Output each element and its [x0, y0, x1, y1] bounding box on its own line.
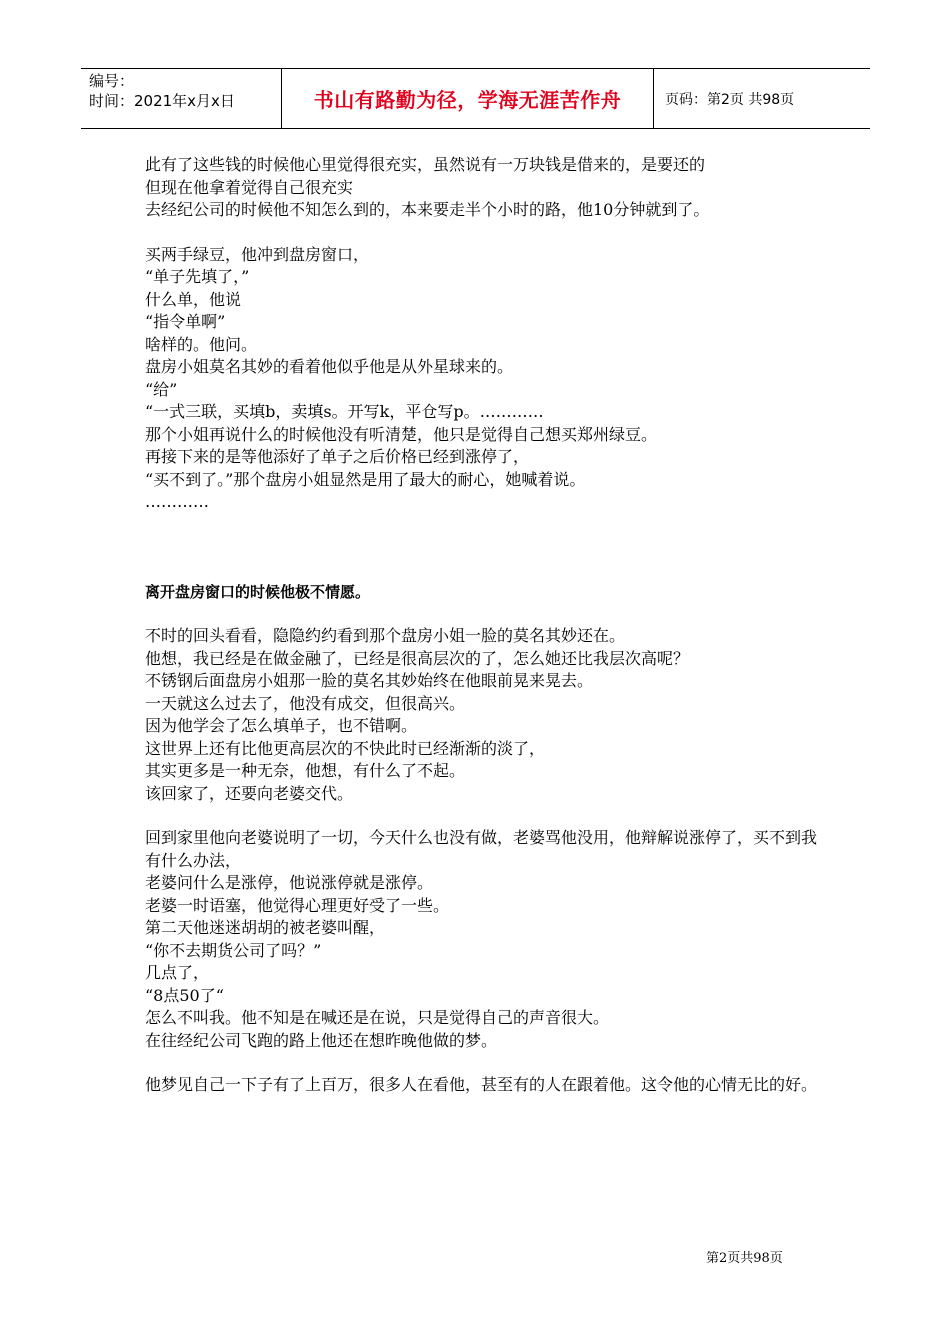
body-line: 去经纪公司的时候他不知怎么到的，本来要走半个小时的路，他10分钟就到了。	[145, 200, 710, 219]
body-line: 买两手绿豆，他冲到盘房窗口，	[145, 244, 370, 264]
body-line: 其实更多是一种无奈，他想，有什么了不起。	[145, 761, 466, 780]
body-line: 在往经纪公司飞跑的路上他还在想昨晚他做的梦。	[145, 1030, 498, 1050]
body-line: …………	[145, 492, 209, 511]
body-line: “你不去期货公司了吗？”	[145, 940, 322, 960]
page-header	[81, 68, 870, 129]
body-line: 啥样的。他问。	[145, 334, 258, 354]
body-line: “一式三联，买填b，卖填s。开写k，平仓写p。…………	[145, 402, 544, 421]
body-line: 盘房小姐莫名其妙的看着他似乎他是从外星球来的。	[145, 357, 514, 376]
body-line: “单子先填了，”	[145, 267, 250, 286]
body-line: “给”	[145, 379, 178, 399]
body-line: 不锈钢后面盘房小姐那一脸的莫名其妙始终在他眼前晃来晃去。	[145, 671, 594, 690]
body-line: 此有了这些钱的时候他心里觉得很充实，虽然说有一万块钱是借来的，是要还的	[145, 155, 706, 174]
body-paragraph: 回到家里他向老婆说明了一切，今天什么也没有做，老婆骂他没用，他辩解说涨停了，买不到我有什么办法，	[145, 828, 818, 870]
paragraph-gap	[145, 603, 825, 625]
body-line: “买不到了。”那个盘房小姐显然是用了最大的耐心，她喊着说。	[145, 469, 586, 489]
section-gap	[145, 514, 825, 581]
body-line: 什么单，他说	[145, 289, 242, 309]
paragraph-gap	[145, 1052, 825, 1074]
body-line: 老婆问什么是涨停，他说涨停就是涨停。	[145, 873, 434, 892]
section-heading: 离开盘房窗口的时候他极不情愿。	[145, 582, 371, 601]
body-line: 不时的回头看看，隐隐约约看到那个盘房小姐一脸的莫名其妙还在。	[145, 626, 626, 645]
body-line: 因为他学会了怎么填单子，也不错啊。	[145, 716, 418, 735]
body-line: 那个小姐再说什么的时候他没有听清楚，他只是觉得自己想买郑州绿豆。	[145, 424, 658, 444]
body-line: 他想，我已经是在做金融了，已经是很高层次的了，怎么她还比我层次高呢？	[145, 648, 690, 668]
body-line: 这世界上还有比他更高层次的不快此时已经渐渐的淡了，	[145, 738, 546, 758]
body-line: 怎么不叫我。他不知是在喊还是在说，只是觉得自己的声音很大。	[145, 1008, 610, 1027]
paragraph-gap	[145, 222, 825, 244]
body-line: 再接下来的是等他添好了单子之后价格已经到涨停了，	[145, 447, 530, 466]
header-motto: 书山有路勤为径，学海无涯苦作舟	[282, 69, 654, 128]
document-body	[145, 154, 825, 1097]
header-meta	[81, 69, 282, 128]
document-time-label: 时间：2021年x月x日	[89, 92, 235, 110]
body-line: 第二天他迷迷胡胡的被老婆叫醒，	[145, 918, 386, 937]
header-page-number: 页码：第2页 共98页	[665, 91, 795, 108]
body-line: “8点50了“	[145, 985, 224, 1005]
paragraph-gap	[145, 805, 825, 827]
footer-page-number: 第2页共98页	[706, 1251, 783, 1266]
body-paragraph: 他梦见自己一下子有了上百万，很多人在看他，甚至有的人在跟着他。这令他的心情无比的好。	[145, 1075, 818, 1094]
body-line: 一天就这么过去了，他没有成交，但很高兴。	[145, 693, 466, 713]
body-line: “指令单啊”	[145, 312, 226, 331]
body-line: 但现在他拿着觉得自己很充实	[145, 177, 354, 197]
body-line: 几点了，	[145, 963, 210, 982]
body-line: 老婆一时语塞，他觉得心理更好受了一些。	[145, 895, 450, 915]
document-number-label: 编号：	[89, 72, 135, 90]
body-line: 该回家了，还要向老婆交代。	[145, 783, 354, 803]
